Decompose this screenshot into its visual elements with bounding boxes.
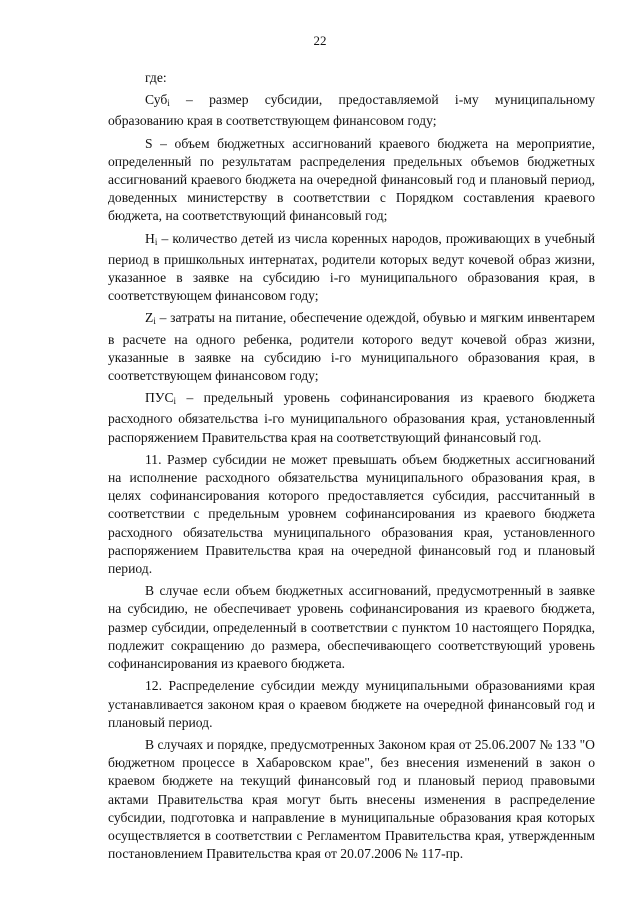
definition-h bbox=[108, 230, 595, 306]
symbol-z-index: i bbox=[153, 316, 156, 327]
definition-h-text: – количество детей из числа коренных народов, проживающих в учебный период в пришкольных интернатах, родители которых ведут кочевой образ жизни, указанное в заявке на субсидию i-го муниципального образования края, в соответствующем финансовом году; bbox=[108, 230, 595, 304]
definition-pus-text: – предельный уровень софинансирования из краевого бюджета расходного обязательства i-го муниципального образования края, установленный распоряжением Правительства края на соответствующий финансовый год. bbox=[108, 390, 595, 445]
definition-pus bbox=[108, 389, 595, 447]
symbol-h: H bbox=[145, 230, 155, 246]
symbol-pus: ПУС bbox=[145, 390, 174, 406]
document-body bbox=[108, 69, 595, 863]
symbol-sub: Суб bbox=[145, 92, 168, 108]
intro-line: где: bbox=[145, 70, 167, 85]
definition-subsidy bbox=[108, 91, 595, 130]
symbol-pus-index: i bbox=[173, 396, 177, 407]
definition-subsidy-text: – размер субсидии, предоставляемой i-му муниципальному образованию края в соответствующем финансовом году; bbox=[108, 92, 595, 129]
definition-z bbox=[108, 309, 595, 385]
symbol-z: Z bbox=[145, 310, 154, 326]
page-number: 22 bbox=[313, 33, 327, 48]
paragraph-11-continuation: В случае если объем бюджетных ассигнований, предусмотренный в заявке на субсидию, не обеспечивает уровень софинансирования из краевого бюджета, размер субсидии, определенный в соответствии с пунктом 10 настоящего Порядка, подлежит сокращению до размера, обеспечивающего соответствующий уровень софинансирования из краевого бюджета. bbox=[108, 583, 595, 672]
paragraph-11: 11. Размер субсидии не может превышать объем бюджетных ассигнований на исполнение расходного обязательства муниципального образования края, в целях софинансирования которого предоставляется субсидия, рассчитанный в соответствии с предельным уровнем софинансирования из краевого бюджета расходного обязательства муниципального образования края, установленного распоряжением Правительства края на очередной финансовый год и плановый период. bbox=[108, 451, 595, 577]
paragraph-12: 12. Распределение субсидии между муниципальными образованиями края устанавливается законом края о краевом бюджете на очередной финансовый год и плановый период. bbox=[108, 678, 595, 730]
definition-z-text: – затраты на питание, обеспечение одеждой, обувью и мягким инвентарем в расчете на одного ребенка, родители которого ведут кочевой образ жизни, указанные в заявке на субсидию i-го муниципального образования края, в соответствующем финансовом году; bbox=[108, 310, 595, 384]
symbol-sub-index: i bbox=[167, 98, 170, 109]
symbol-h-index: i bbox=[154, 236, 158, 247]
definition-s: S – объем бюджетных ассигнований краевого бюджета на мероприятие, определенный по результатам распределения предельных объемов бюджетных ассигнований краевого бюджета на очередной финансовый год и плановый период, доведенных министерству в соответствии с Порядком составления краевого бюджета, на соответствующий финансовый год; bbox=[108, 135, 595, 224]
paragraph-12-continuation: В случаях и порядке, предусмотренных Законом края от 25.06.2007 № 133 "О бюджетном процессе в Хабаровском крае", без внесения изменений в закон о краевом бюджете на текущий финансовый год и плановый период правовыми актами Правительства края могут быть внесены изменения в распределение субсидии, подготовка и направление в муниципальные образования края которых осуществляется в соответствии с Регламентом Правительства края, утвержденным постановлением Правительства края от 20.07.2006 № 117-пр. bbox=[108, 736, 595, 862]
